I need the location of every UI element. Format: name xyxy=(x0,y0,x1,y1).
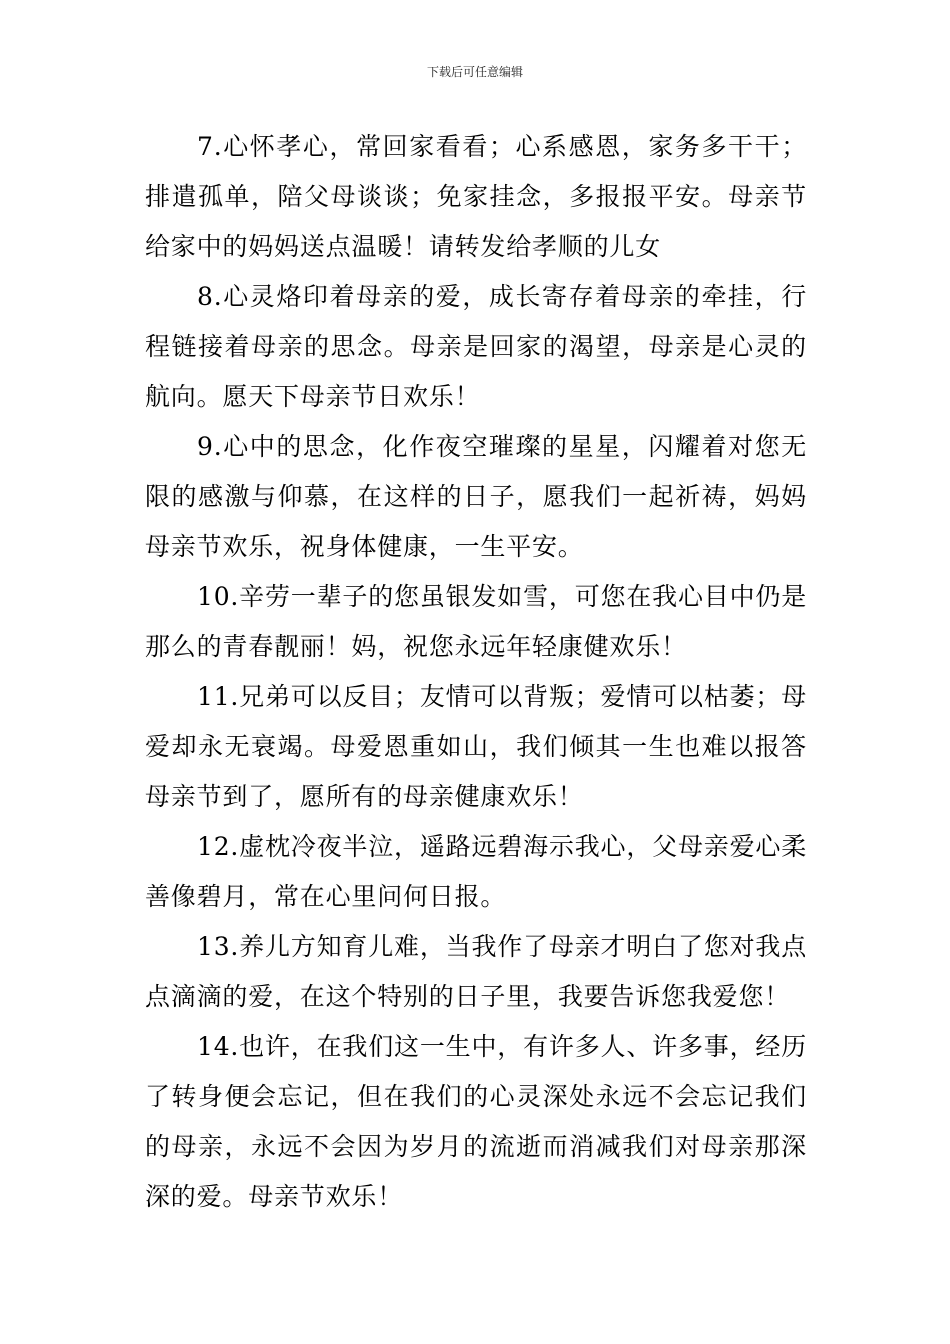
paragraph-13: 13.养儿方知育儿难，当我作了母亲才明白了您对我点点滴滴的爱，在这个特别的日子里，我要告诉您我爱您！ xyxy=(145,932,807,1011)
paragraph-14: 14.也许，在我们这一生中，有许多人、许多事，经历了转身便会忘记，但在我们的心灵深处永远不会忘记我们的母亲，永远不会因为岁月的流逝而消减我们对母亲那深深的爱。母亲节欢乐！ xyxy=(145,1032,807,1211)
paragraph-8: 8.心灵烙印着母亲的爱，成长寄存着母亲的牵挂，行程链接着母亲的思念。母亲是回家的渴望，母亲是心灵的航向。愿天下母亲节日欢乐！ xyxy=(145,282,807,411)
document-body xyxy=(145,122,807,1222)
paragraph-9: 9.心中的思念，化作夜空璀璨的星星，闪耀着对您无限的感激与仰慕，在这样的日子，愿我们一起祈祷，妈妈母亲节欢乐，祝身体健康，一生平安。 xyxy=(145,432,807,561)
page-header-note: 下载后可任意编辑 xyxy=(426,65,523,79)
paragraph-12: 12.虚枕冷夜半泣，遥路远碧海示我心，父母亲爱心柔善像碧月，常在心里问何日报。 xyxy=(145,832,807,911)
paragraph-7: 7.心怀孝心，常回家看看；心系感恩，家务多干干；排遣孤单，陪父母谈谈；免家挂念，多报报平安。母亲节给家中的妈妈送点温暖！请转发给孝顺的儿女 xyxy=(145,132,807,261)
paragraph-10: 10.辛劳一辈子的您虽银发如雪，可您在我心目中仍是那么的青春靓丽！妈，祝您永远年轻康健欢乐！ xyxy=(145,582,807,661)
paragraph-11: 11.兄弟可以反目；友情可以背叛；爱情可以枯萎；母爱却永无衰竭。母爱恩重如山，我们倾其一生也难以报答母亲节到了，愿所有的母亲健康欢乐！ xyxy=(145,682,807,811)
